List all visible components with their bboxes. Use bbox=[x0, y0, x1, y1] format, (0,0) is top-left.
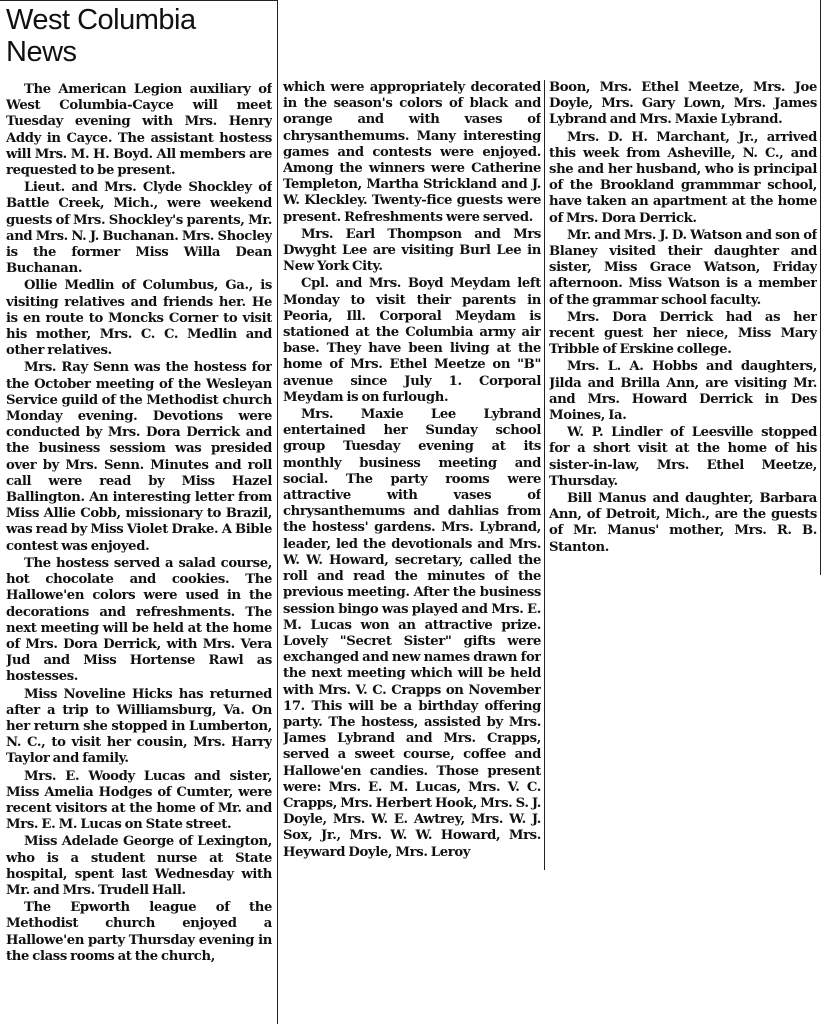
column-rule-2 bbox=[544, 80, 545, 870]
paragraph: Mr. and Mrs. J. D. Watson and son of Blaney visited their daughter and sister, Miss Grace Watson, Friday afternoon. Miss Watson is a member of the grammar school faculty. bbox=[549, 227, 817, 308]
paragraph: Mrs. Dora Derrick had as her recent guest her niece, Miss Mary Tribble of Erskine college. bbox=[549, 309, 817, 358]
headline-line-1: West Columbia bbox=[6, 4, 196, 36]
article-column-2 bbox=[283, 80, 541, 870]
paragraph: Boon, Mrs. Ethel Meetze, Mrs. Joe Doyle, Mrs. Gary Lown, Mrs. James Lybrand and Mrs. Maxie Lybrand. bbox=[549, 80, 817, 128]
paragraph: The Epworth league of the Methodist church enjoyed a Hallowe'en party Thursday evening in the class rooms at the church, bbox=[6, 900, 272, 964]
paragraph: Ollie Medlin of Columbus, Ga., is visiting relatives and friends her. He is en route to Moncks Corner to visit his mother, Mrs. C. C. Medlin and other relatives. bbox=[6, 278, 272, 359]
paragraph: Cpl. and Mrs. Boyd Meydam left Monday to visit their parents in Peoria, Ill. Corporal Meydam is stationed at the Columbia army air base. They have been living at the home of Mrs. Ethel Meetze on "B" avenue since July 1. Corporal Meydam is on furlough. bbox=[283, 276, 541, 405]
section-headline bbox=[6, 4, 274, 68]
paragraph: Mrs. D. H. Marchant, Jr., arrived this week from Asheville, N. C., and she and her husband, who is principal of the Brookland grammmar school, have taken an apartment at the home of Mrs. Dora Derrick. bbox=[549, 129, 817, 226]
article-column-1 bbox=[6, 82, 272, 1024]
paragraph: Bill Manus and daughter, Barbara Ann, of Detroit, Mich., are the guests of Mr. Manus' mother, Mrs. R. B. Stanton. bbox=[549, 491, 817, 555]
paragraph: which were appropriately decorated in the season's colors of black and orange and with vases of chrysanthemums. Many interesting games and contests were enjoyed. Among the winners were Catherine Templeton, Martha Strickland and J. W. Kleckley. Twenty-fice guests were present. Refreshments were served. bbox=[283, 80, 541, 225]
article-column-3 bbox=[549, 80, 817, 575]
column-rule-1 bbox=[277, 0, 278, 1024]
paragraph: Mrs. Ray Senn was the hostess for the October meeting of the Wesleyan Service guild of the Methodist church Monday evening. Devotions were conducted by Mrs. Dora Derrick and the business sessiom was presided over by Mrs. Senn. Minutes and roll call were read by Miss Hazel Ballington. An interesting letter from Miss Allie Cobb, missionary to Brazil, was read by Miss Violet Drake. A Bible contest was enjoyed. bbox=[6, 360, 272, 554]
paragraph: Mrs. Earl Thompson and Mrs Dwyght Lee are visiting Burl Lee in New York City. bbox=[283, 226, 541, 275]
paragraph: Miss Noveline Hicks has returned after a trip to Williamsburg, Va. On her return she stopped in Lumberton, N. C., to visit her cousin, Mrs. Harry Taylor and family. bbox=[6, 686, 272, 767]
paragraph: Miss Adelade George of Lexington, who is a student nurse at State hospital, spent last Wednesday with Mr. and Mrs. Trudell Hall. bbox=[6, 834, 272, 898]
top-rule bbox=[0, 0, 278, 1]
paragraph: Mrs. Maxie Lee Lybrand entertained her Sunday school group Tuesday evening at its monthly business meeting and social. The party rooms were attractive with vases of chrysanthemums and dahlias from the hostess' gardens. Mrs. Lybrand, leader, led the devotionals and Mrs. W. W. Howard, secretary, called the roll and read the minutes of the previous meeting. After the business session bingo was played and Mrs. E. M. Lucas won an attractive prize. Lovely "Secret Sister" gifts were exchanged and new names drawn for the next meeting which will be held with Mrs. V. C. Crapps on November 17. This will be a birthday offering party. The hostess, assisted by Mrs. James Lybrand and Mrs. Crapps, served a sweet course, coffee and Hallowe'en candies. Those present were: Mrs. E. M. Lucas, Mrs. V. C. Crapps, Mrs. Herbert Hook, Mrs. S. J. Doyle, Mrs. W. E. Awtrey, Mrs. W. J. Sox, Jr., Mrs. W. W. Howard, Mrs. Heyward Doyle, Mrs. Leroy bbox=[283, 407, 541, 860]
paragraph: Lieut. and Mrs. Clyde Shockley of Battle Creek, Mich., were weekend guests of Mrs. Shockley's parents, Mr. and Mrs. N. J. Buchanan. Mrs. Shocley is the former Miss Willa Dean Buchanan. bbox=[6, 180, 272, 277]
paragraph: Mrs. E. Woody Lucas and sister, Miss Amelia Hodges of Cumter, were recent visitors at the home of Mr. and Mrs. E. M. Lucas on State street. bbox=[6, 768, 272, 833]
paragraph: The American Legion auxiliary of West Columbia-Cayce will meet Tuesday evening with Mrs. Henry Addy in Cayce. The assistant hostess will Mrs. M. H. Boyd. All members are requested to be present. bbox=[6, 82, 272, 179]
paragraph: Mrs. L. A. Hobbs and daughters, Jilda and Brilla Ann, are visiting Mr. and Mrs. Howard Derrick in Des Moines, Ia. bbox=[549, 359, 817, 424]
column-rule-3 bbox=[820, 0, 821, 575]
paragraph: The hostess served a salad course, hot chocolate and cookies. The Hallowe'en colors were used in the decorations and refreshments. The next meeting will be held at the home of Mrs. Dora Derrick, with Mrs. Vera Jud and Miss Hortense Rawl as hostesses. bbox=[6, 555, 272, 685]
headline-line-2: News bbox=[6, 36, 77, 68]
paragraph: W. P. Lindler of Leesville stopped for a short visit at the home of his sister-in-law, Mrs. Ethel Meetze, Thursday. bbox=[549, 425, 817, 489]
